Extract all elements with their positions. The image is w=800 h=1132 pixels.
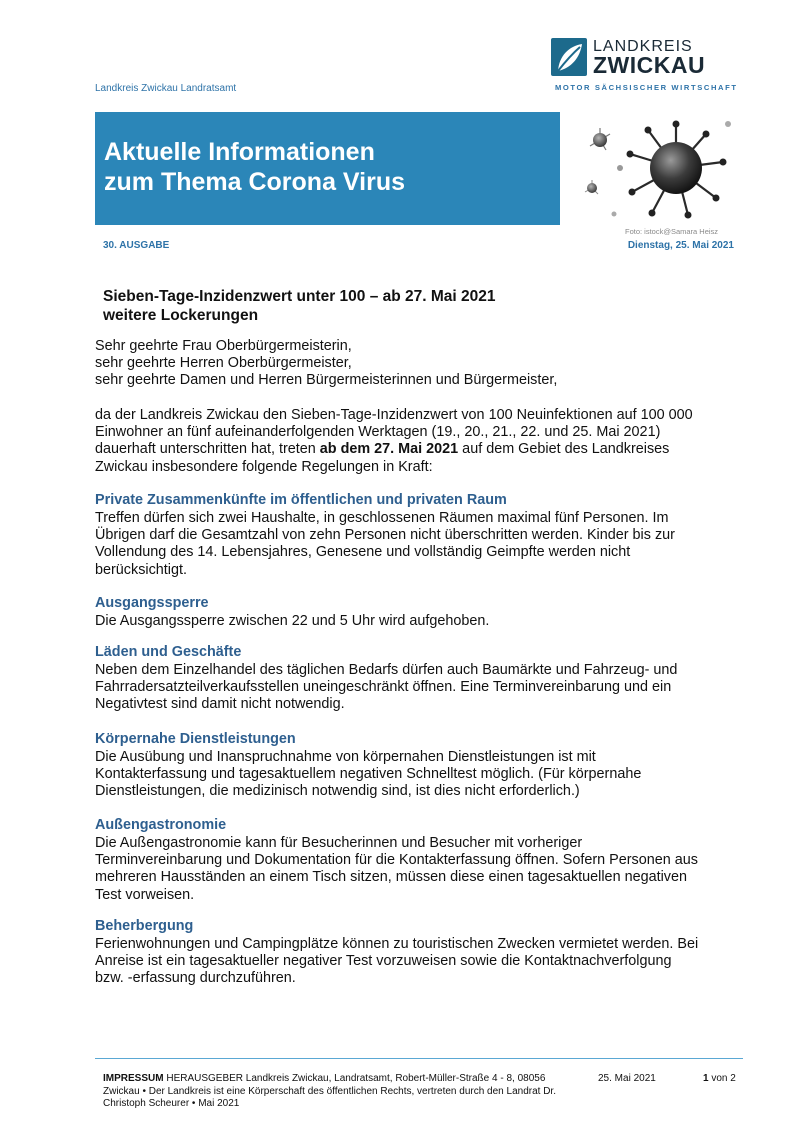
leaf-logo-icon	[551, 38, 587, 76]
body-line: Ferienwohnungen und Campingplätze können zu touristischen Zwecken vermietet werden. Bei	[95, 936, 699, 952]
impressum-label: IMPRESSUM	[103, 1073, 164, 1084]
body-line: Anreise ist ein tagesaktueller negativer Test vorzuweisen sowie die Kontaktnachverfolgung	[95, 953, 672, 970]
intro-line: Einwohner an fünf aufeinanderfolgenden Werktagen (19., 20., 21., 22. und 25. Mai 2021)	[95, 424, 661, 441]
body-line: Kontakterfassung und tagesaktuellem negativen Schnelltest möglich. (Für körpernahe	[95, 766, 642, 783]
section-title-accommodation: Beherbergung	[95, 918, 194, 934]
section-body-private	[95, 510, 675, 579]
body-line: bzw. -erfassung durchzuführen.	[95, 970, 296, 987]
intro-line: Zwickau insbesondere folgende Regelungen in Kraft:	[95, 458, 433, 475]
headline-line-2: weitere Lockerungen	[103, 307, 259, 324]
issue-date: Dienstag, 25. Mai 2021	[627, 240, 734, 251]
section-title-services: Körpernahe Dienstleistungen	[95, 731, 296, 747]
salutation	[95, 338, 557, 390]
body-line: mehreren Hausständen an einem Tisch sitzen, müssen diese einen tagesaktuellen negativen	[95, 869, 687, 886]
footer-date: 25. Mai 2021	[598, 1073, 656, 1084]
footer-impressum	[103, 1073, 573, 1111]
page-number	[703, 1073, 736, 1084]
body-line: Vollendung des 14. Lebensjahres, Genesene und vollständig Geimpfte werden nicht	[95, 544, 631, 561]
intro-text: auf dem Gebiet des Landkreises	[458, 441, 670, 458]
section-body-accommodation	[95, 936, 698, 988]
section-title-curfew: Ausgangssperre	[95, 595, 209, 611]
office-name: Landkreis Zwickau Landratsamt	[95, 83, 237, 94]
headline	[103, 287, 496, 325]
footer-divider	[95, 1058, 743, 1059]
body-line: Die Außengastronomie kann für Besucherinnen und Besucher mit vorheriger	[95, 835, 583, 851]
logo-line-2: ZWICKAU	[593, 52, 706, 78]
logo-line-1: LANDKREIS	[593, 38, 693, 55]
intro-line	[95, 441, 693, 458]
title-banner	[95, 112, 560, 225]
body-line: Terminvereinbarung und Dokumentation für die Kontakterfassung öffnen. Sofern Personen aus	[95, 852, 698, 869]
page-current: 1	[703, 1073, 709, 1084]
body-line: Neben dem Einzelhandel des täglichen Bedarfs dürfen auch Baumärkte und Fahrzeug- und	[95, 662, 678, 678]
intro-line: da der Landkreis Zwickau den Sieben-Tage-Inzidenzwert von 100 Neuinfektionen auf 100 000	[95, 407, 693, 423]
issue-number: 30. AUSGABE	[103, 240, 170, 251]
landkreis-logo	[551, 38, 741, 98]
body-line: Die Ausübung und Inanspruchnahme von körpernahen Dienstleistungen ist mit	[95, 749, 596, 765]
banner-title-line-1: Aktuelle Informationen	[104, 138, 375, 166]
salutation-line: sehr geehrte Herren Oberbürgermeister,	[95, 355, 352, 372]
section-body-services	[95, 749, 641, 801]
body-line: Übrigen darf die Gesamtzahl von zehn Personen nicht überschritten werden. Kinder bis zur	[95, 527, 675, 544]
headline-line-1: Sieben-Tage-Inzidenzwert unter 100 – ab 27. Mai 2021	[103, 288, 496, 305]
body-line: Die Ausgangssperre zwischen 22 und 5 Uhr wird aufgehoben.	[95, 613, 490, 629]
body-line: Treffen dürfen sich zwei Haushalte, in geschlossenen Räumen maximal fünf Personen. Im	[95, 510, 669, 526]
intro-text: dauerhaft unterschritten hat, treten	[95, 441, 320, 458]
section-title-shops: Läden und Geschäfte	[95, 644, 242, 660]
salutation-line: Sehr geehrte Frau Oberbürgermeisterin,	[95, 338, 352, 354]
section-title-gastronomy: Außengastronomie	[95, 817, 227, 833]
section-title-private: Private Zusammenkünfte im öffentlichen und privaten Raum	[95, 492, 507, 508]
intro-date-highlight: ab dem 27. Mai 2021	[319, 441, 459, 458]
impressum-text: HERAUSGEBER Landkreis Zwickau, Landratsamt, Robert-Müller-Straße 4 - 8, 08056 Zwickau • Der Landkreis ist eine Körperschaft des öffentlichen Rechts, vertreten durch den Landrat Dr. Christoph Scheurer • Mai 2021	[103, 1073, 556, 1109]
body-line: Test vorweisen.	[95, 886, 195, 903]
body-line: Negativtest sind damit nicht notwendig.	[95, 696, 345, 713]
virus-photo	[578, 110, 738, 226]
section-body-shops	[95, 662, 677, 714]
section-body-gastronomy	[95, 835, 698, 904]
page-total: von 2	[708, 1073, 736, 1084]
body-line: Fahrradersatzteilverkaufsstellen uneingeschränkt öffnen. Eine Terminvereinbarung und ein	[95, 679, 672, 696]
logo-tagline: MOTOR SÄCHSISCHER WIRTSCHAFT	[555, 83, 738, 92]
section-body-curfew	[95, 613, 489, 630]
salutation-line: sehr geehrte Damen und Herren Bürgermeisterinnen und Bürgermeister,	[95, 372, 558, 389]
photo-credit: Foto: istock@Samara Heisz	[625, 227, 719, 236]
body-line: Dienstleistungen, die medizinisch notwendig sind, ist dies nicht erforderlich.)	[95, 783, 580, 800]
body-line: berücksichtigt.	[95, 561, 187, 578]
banner-title-line-2: zum Thema Corona Virus	[104, 168, 405, 196]
intro-paragraph	[95, 407, 693, 476]
